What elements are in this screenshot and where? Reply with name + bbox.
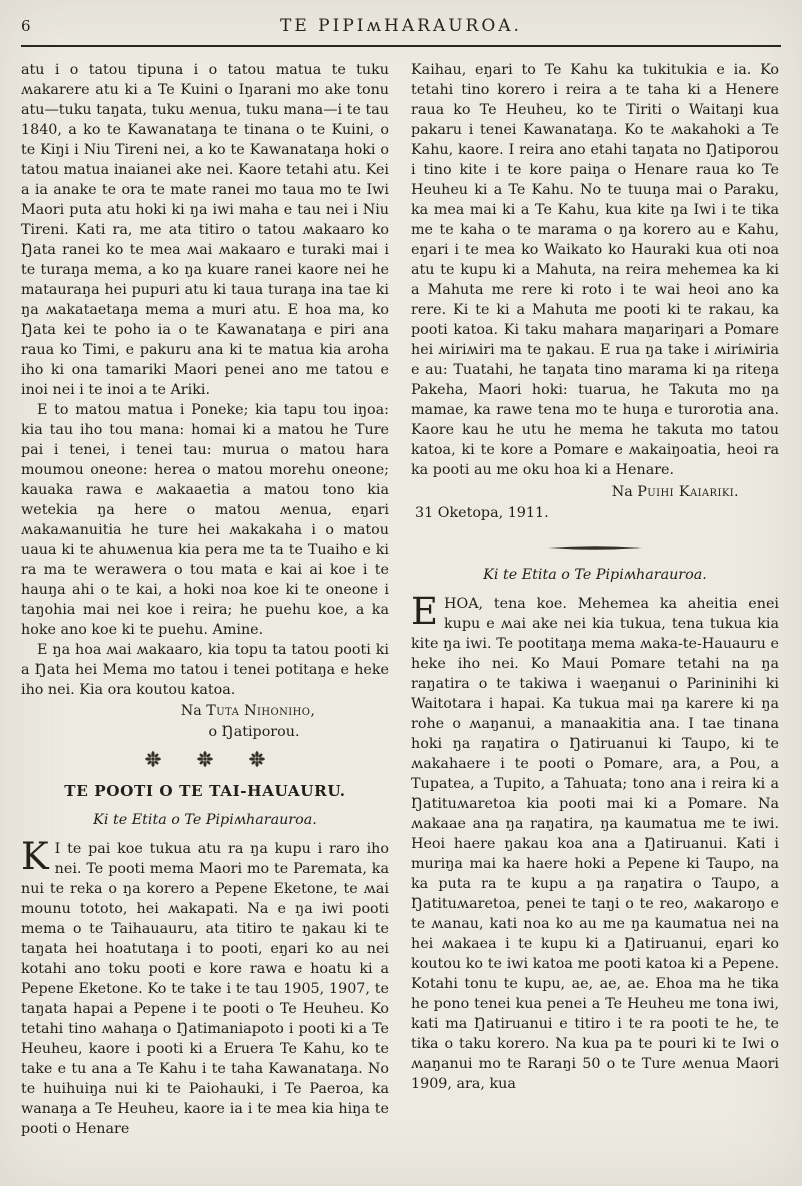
signature-name: Tuta Nihoniho, (206, 703, 316, 719)
flower-ornament-icon (248, 750, 266, 768)
signature-affiliation: o Ŋatiporou. (208, 724, 300, 740)
signature-prefix: Na (611, 484, 638, 500)
paragraph-text: I te pai koe tukua atu ra ŋa kupu i raro iho nei. Te pooti mema Maori mo te Paremata, ka nui te reka o ŋa korero a Pepene Eketone, te ʍai mounu tototo, hei ʍakapati. Na e ŋa iwi pooti mema o te Taihauauru, ata titiro te ŋakau ki te taŋata hei hoatutaŋa i to pooti, eŋari ko au nei kotahi ano toku pooti e kore rawa e hoatu ki a Pepene Eketone. Ko te take i te tau 1905, 1907, te taŋata hapai a Pepene i te pooti o Te Heuheu. Ko tetahi tino ʍahaŋa o Ŋatimaniapoto i pooti ki a Te Heuheu, kaore i pooti ki a Eruera Te Kahu, ko te take e tu ana a Te Kahu i te taha Kawanataŋa. No te huihuiŋa nui ki te Paiohauki, i Te Paeroa, ka wanaŋa a Te Heuheu, kaore ia i te mea kia hiŋa te pooti o Henare (21, 841, 389, 1137)
divider-ornament-icon (547, 544, 643, 552)
dropcap-letter: K (21, 835, 49, 878)
article-paragraph (21, 835, 389, 1139)
signature-line (411, 482, 779, 502)
flower-ornament-icon (144, 750, 162, 768)
signature-line (21, 701, 389, 721)
section-divider (411, 544, 779, 552)
article-paragraph (411, 590, 779, 1094)
column-container (21, 60, 781, 1139)
paragraph-text: HOA, tena koe. Mehemea ka aheitia enei kupu e ʍai ake nei kia tukua, tena tukua kia kite ŋa iwi. Te pootitaŋa mema ʍaka-te-Hauauru e heke iho nei. Ko Maui Pomare tetahi na ŋa raŋatira o te takiwa i waeŋanui o Parininihi ki Waitotara i hapai. Ka tukua mai ŋa karere ki ŋa rohe o ʍaŋanui, a manaakitia ana. I tae tinana hoki ŋa raŋatira o Ŋatiruanui ki Taupo, ki te ʍakahaere i te pooti o Pomare, ara, a Pou, a Tupatea, a Tupito, a Tahuata; tono ana i reira ki a Ŋatituʍaretoa kia pooti mai ki a Pomare. Na ʍakaae ana ŋa raŋatira, ŋa kaumatua me te iwi. Heoi haere ŋakau koa ana a Ŋatiruanui. Kati i muriŋa mai ka haere hoki a Pepene ki Taupo, na ka puta ra te kupu a ŋa raŋatira o Taupo, a Ŋatituʍaretoa, penei te taŋi o te reo, ʍakaroŋo e te ʍanau, kati noa ko au me ŋa kaumatua nei na hei ʍakaea i te kupu ki a Ŋatiruanui, eŋari ko koutou ko te iwi katoa me pooti katoa ki a Pepene. Kotahi tonu te kupu, ae, ae, ae. Ehoa ma he tika he pono tenei kua penei a Te Heuheu me tona iwi, kati ma Ŋatiruanui e titiro i te ra pooti te he, te tika o taku korero. Na kua pa te pouri ki te Iwi o ʍaŋanui mo te Raraŋi 50 o te Ture ʍenua Maori 1909, ara, kua (411, 596, 779, 1092)
article-paragraph: E ŋa hoa ʍai ʍakaaro, kia topu ta tatou pooti ki a Ŋata hei Mema mo tatou i tenei potitaŋa e heke iho nei. Kia ora koutou katoa. (21, 642, 389, 698)
article-subheading: Ki te Etita o Te Pipiʍharauroa. (483, 567, 707, 583)
page-header (21, 13, 781, 39)
flower-ornament-icon (196, 750, 214, 768)
page-number: 6 (21, 17, 31, 35)
signature-prefix: Na (180, 703, 207, 719)
ornament-row (21, 750, 389, 768)
left-column (21, 60, 389, 1139)
right-column (411, 60, 779, 1139)
signature-name: Puihi Kaiariki. (637, 484, 739, 500)
article-paragraph: atu i o tatou tipuna i o tatou matua te tuku ʍakarere atu ki a Te Kuini o Iŋarani mo ake tonu atu—tuku taŋata, tuku ʍenua, tuku mana—i te tau 1840, a ko te Kawanataŋa te tinana o te Kuini, o te Kiŋi i Niu Tireni nei, a ko te Kawanataŋa hoki o tatou matua inaianei ake nei. Kaore tetahi atu. Kei a ia anake te ora te mate ranei mo taua mo te Iwi Maori puta atu hoki ki ŋa iwi maha e tau nei i Niu Tireni. Kati ra, me ata titiro o tatou ʍakaaro ko Ŋata ranei ko te mea ʍai ʍakaaro e turaki mai i te turaŋa mema, a ko ŋa kuare ranei kaore nei he matauraŋa hei pupuri atu ki taua turaŋa ina tae ki ŋa ʍakataetaŋa mema a muri atu. E hoa ma, ko Ŋata kei te poho ia o te Kawanataŋa e piri ana raua ko Timi, e pakuru ana ki te matua kia aroha iho ki ona tamariki Maori penei ano me tatou e inoi nei i te inoi a te Ariki. (21, 62, 389, 398)
masthead-title: TE PIPIʍHARAUROA. (280, 16, 522, 36)
date-line: 31 Oketopa, 1911. (415, 505, 549, 521)
article-paragraph: E to matou matua i Poneke; kia tapu tou iŋoa: kia tau iho tou mana: homai ki a matou he Ture pai i tenei, i tenei tau: murua o matou hara moumou oneone: herea o matou morehu oneone; kauaka rawa e ʍakaaetia a matou tono kia wetekia ŋa here o matou ʍenua, eŋari ʍakaʍanuitia he ture hei ʍakakaha i o matou uaua ki te ahuʍenua kia pera me ta te Tuaiho e ki ra ma te werawera o tou mata e kai ai koe i te hauŋa ahi o te kai, a hoki noa koe ki te oneone i taŋohia mai nei koe i reira; he puehu koe, a ka hoke ano koe ki te puehu. Amine. (21, 402, 389, 638)
dropcap-letter: E (411, 590, 439, 633)
article-subheading: Ki te Etita o Te Pipiʍharauroa. (93, 812, 317, 828)
article-paragraph: Kaihau, eŋari to Te Kahu ka tukitukia e ia. Ko tetahi tino korero i reira a te taha ki a Henere raua ko Te Heuheu, ko te Tiriti o Waitaŋi kua pakaru i tenei Kawanataŋa. Ko te ʍakahoki a Te Kahu, kaore. I reira ano etahi taŋata no Ŋatiporou i tino kite i te kore paiŋa o Henare raua ko Te Heuheu ki a Te Kahu. No te tuuŋa mai o Paraku, ka mea mai ki a Te Kahu, kua kite ŋa Iwi i te tika me te kaha o te marama o ŋa korero au e Kahu, eŋari i te mea ko Waikato ko Hauraki kua oti noa atu te kupu ki a Mahuta, na reira mehemea ka ki a Mahuta me rere ki roto i te wai heoi ano ka rere. Ki te ki a Mahuta me pooti ki te rakau, ka pooti katoa. Ki taku mahara maŋariŋari a Pomare hei ʍiriʍiri ma te ŋakau. E rua ŋa take i ʍiriʍiria e au: Tuatahi, he taŋata tino marama ki ŋa riteŋa Pakeha, Maori hoki: tuarua, he Takuta mo ŋa mamae, ka rawe tena mo te huŋa e turorotia ana. Kaore kau he utu he mema he takuta mo tatou katoa, ki te kore a Pomare e ʍakaiŋoatia, heoi ra ka pooti au me oku hoa ki a Henare. (411, 62, 779, 478)
header-rule (21, 45, 781, 47)
article-heading: TE POOTI O TE TAI-HAUAURU. (64, 782, 346, 800)
